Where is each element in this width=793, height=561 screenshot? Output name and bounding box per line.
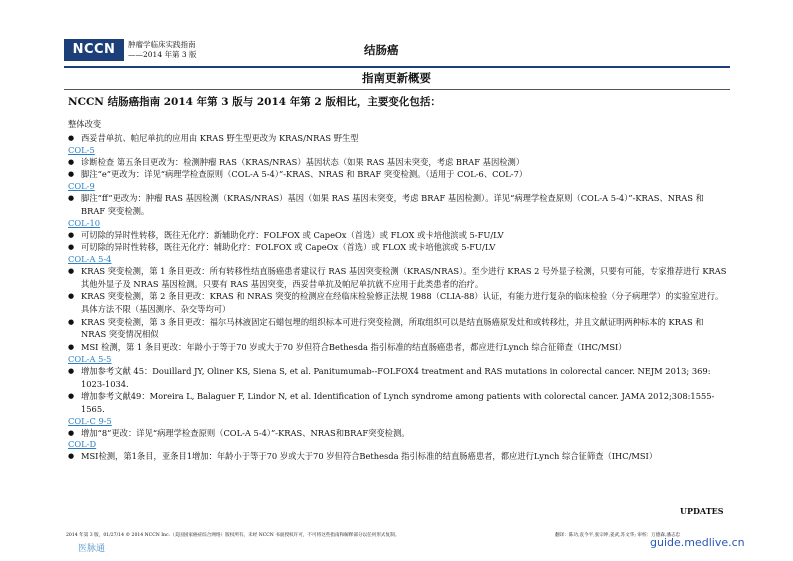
- update-item: [68, 365, 728, 390]
- update-summary: [68, 95, 728, 463]
- update-item: [68, 241, 728, 254]
- update-item-text: 脚注“ff”更改为：肿瘤 RAS 基因检测（KRAS/NRAS）基因（如果 RAS 基因未突变，考虑 BRAF 基因检测）。详见“病理学检查原则（COL-A 5-4）”-KRAS、NRAS 和 BRAF 突变检测。: [81, 193, 704, 216]
- update-item-text: 可切除的异时性转移，既往无化疗：新辅助化疗：FOLFOX 或 CapeOx（首选）或 FLOX 或卡培他滨或 5-FU/LV: [81, 229, 504, 240]
- section-divider: [64, 89, 730, 90]
- update-item: [68, 290, 728, 315]
- update-list: [68, 132, 728, 463]
- watermark-logo: 医脉通: [78, 544, 106, 554]
- page-reference-link[interactable]: COL-10: [68, 217, 101, 228]
- bullet-icon: ●: [68, 366, 75, 375]
- update-item: [68, 192, 728, 217]
- page-reference-link[interactable]: COL-C 9-5: [68, 415, 112, 426]
- bullet-icon: ●: [68, 343, 75, 352]
- update-item-text: 诊断检查 第五条目更改为：检测肿瘤 RAS（KRAS/NRAS）基因状态（如果 RAS 基因未突变，考虑 BRAF 基因检测）: [81, 156, 525, 167]
- header-divider: [64, 66, 730, 68]
- bullet-icon: ●: [68, 392, 75, 401]
- footer-translators: 翻译：陈功,袁今平,张宗坤,姜武,苏文华; 审校：万德森,潘志忠: [555, 533, 681, 538]
- update-item-text: 可切除的异时性转移，既往无化疗：辅助化疗：FOLFOX 或 CapeOx（首选）或 FLOX 或卡培他滨或 5-FU/LV: [81, 242, 496, 253]
- bullet-icon: ●: [68, 194, 75, 203]
- update-item-text: MSI 检测，第 1 条目更改：年龄小于等于70 岁或大于70 岁但符合Bethesda 指引标准的结直肠癌患者，都应进行Lynch 综合征筛查（IHC/MSI）: [81, 342, 627, 353]
- page-reference-link[interactable]: COL-D: [68, 439, 97, 450]
- update-item: [68, 390, 728, 415]
- update-item-text: 西妥昔单抗、帕尼单抗的应用由 KRAS 野生型更改为 KRAS/NRAS 野生型: [81, 133, 359, 143]
- update-item-text: 增加参考文献 45：Douillard JY, Oliner KS, Siena S, et al. Panitumumab--FOLFOX4 treatment and RAS mutations in colorectal cancer. NEJM 2013; 369: 1023-1034.: [81, 365, 711, 389]
- update-item: [68, 427, 728, 440]
- update-item: [68, 265, 728, 290]
- page-reference-link[interactable]: COL-A 5-4: [68, 253, 112, 264]
- update-item: [68, 168, 728, 181]
- update-item: [68, 156, 728, 169]
- update-item-text: 脚注“e”更改为：详见“病理学检查原则（COL-A 5-4）”-KRAS、NRAS 和 BRAF 突变检测。（适用于 COL-6、COL-7）: [81, 169, 528, 180]
- watermark-url: guide.medlive.cn: [650, 536, 745, 549]
- bullet-icon: ●: [68, 157, 75, 166]
- nccn-logo: NCCN: [64, 39, 124, 61]
- update-item-text: 增加“8”更改：详见“病理学检查原则（COL-A 5-4）”-KRAS、NRAS和BRAF突变检测。: [81, 427, 410, 438]
- bullet-icon: ●: [68, 317, 75, 326]
- updates-link[interactable]: UPDATES: [680, 506, 724, 516]
- update-item-text: 增加参考文献49：Moreira L, Balaguer F, Lindor N, et al. Identification of Lynch syndrome among patients with colorectal cancer. JAMA 2012;308:1555-1565.: [81, 391, 715, 414]
- bullet-icon: ●: [68, 243, 75, 252]
- guide-name: [128, 40, 197, 60]
- update-item-text: KRAS 突变检测，第 3 条目更改：福尔马林液固定石蜡包埋的组织标本可进行突变检测，所取组织可以是结直肠癌原发灶和或转移灶，并且文献证明两种标本的 KRAS 和 NRAS 突变情况相似: [81, 316, 704, 340]
- bullet-icon: ●: [68, 428, 75, 437]
- update-item-text: MSI检测，第1条目，亚条目1增加：年龄小于等于70 岁或大于70 岁但符合Bethesda 指引标准的结直肠癌患者，都应进行Lynch 综合征筛查（IHC/MSI）: [81, 451, 658, 462]
- page-reference-link[interactable]: COL-9: [68, 181, 95, 192]
- guide-name-line1: 肿瘤学临床实践指南: [128, 40, 196, 49]
- update-item: [68, 132, 728, 145]
- bullet-icon: ●: [68, 292, 75, 301]
- update-item-text: KRAS 突变检测，第 2 条目更改：KRAS 和 NRAS 突变的检测应在经临床检验修正法规 1988（CLIA-88）认证，有能力进行复杂的临床检验（分子病理学）的实验室进行。具体方法不限（基因测序、杂交等均可）: [81, 291, 724, 315]
- bullet-icon: ●: [68, 230, 75, 239]
- bullet-icon: ●: [68, 452, 75, 461]
- page-title: 结肠癌: [364, 43, 399, 57]
- section-title: 指南更新概要: [362, 71, 431, 85]
- page-reference-link[interactable]: COL-5: [68, 144, 95, 155]
- bullet-icon: ●: [68, 170, 75, 179]
- page-header: [64, 35, 730, 67]
- footer-copyright: 2014 年第 3 版，01/27/14 © 2014 NCCN Inc.（美国国家癌症综合网络）版权所有。未经 NCCN 书面授权许可，不可将这些指南和解释部分以任何形式复制。: [66, 533, 400, 538]
- update-item: [68, 229, 728, 242]
- guide-name-line2: ——2014 年第 3 版: [128, 50, 197, 59]
- page-reference-link[interactable]: COL-A 5-5: [68, 353, 112, 364]
- update-item-text: KRAS 突变检测，第 1 条目更改：所有转移性结直肠癌患者建议行 RAS 基因突变检测（KRAS/NRAS）。至少进行 KRAS 2 号外显子检测，只要有可能，专家推荐进行 KRAS 其他外显子及 NRAS 基因检测。只要有 RAS 基因突变，西妥昔单抗及帕尼单抗就不应用于此类患者的治疗。: [81, 265, 727, 289]
- update-item: [68, 316, 728, 341]
- bullet-icon: ●: [68, 134, 75, 142]
- bullet-icon: ●: [68, 266, 75, 275]
- update-item: [68, 341, 728, 354]
- intro-heading: NCCN 结肠癌指南 2014 年第 3 版与 2014 年第 2 版相比，主要变化包括：: [68, 96, 441, 108]
- update-item: [68, 450, 728, 463]
- section-label: 整体改变: [68, 119, 102, 129]
